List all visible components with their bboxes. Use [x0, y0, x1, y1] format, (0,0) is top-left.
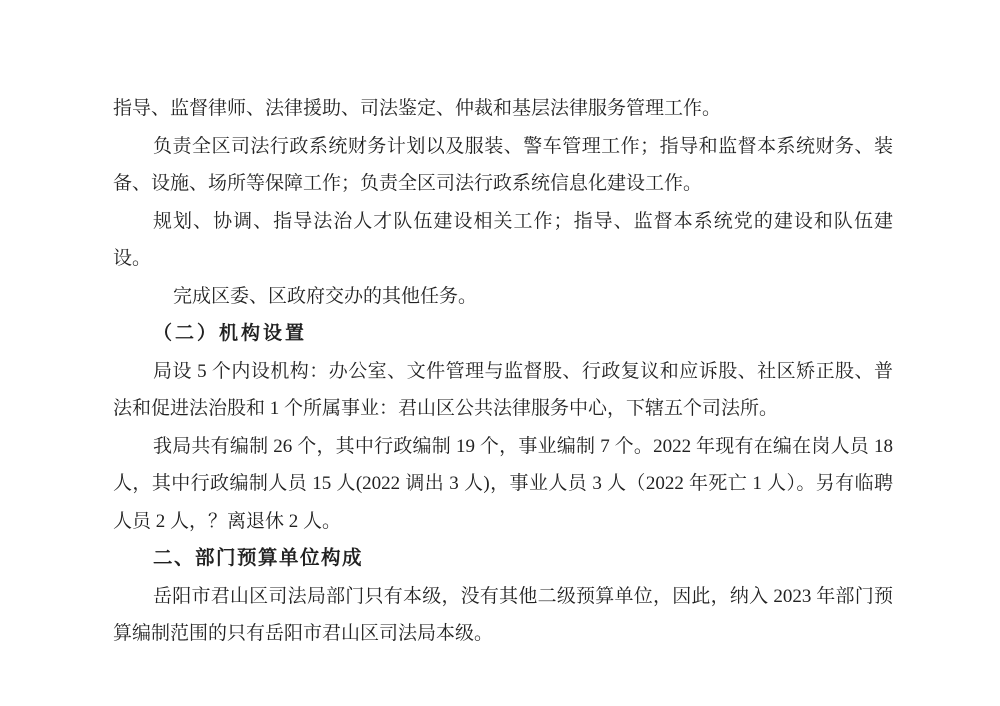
body-paragraph-continuation: 指导、监督律师、法律援助、司法鉴定、仲裁和基层法律服务管理工作。 — [113, 98, 722, 119]
body-paragraph-other-tasks: 完成区委、区政府交办的其他任务。 — [173, 285, 478, 307]
heading-budget-unit-composition: 二、部门预算单位构成 — [153, 547, 364, 569]
body-paragraph-internal-organs: 局设 5 个内设机构：办公室、文件管理与监督股、行政复议和应诉股、社区矫正股、普法和促进法治股和 1 个所属事业：君山区公共法律服务中心，下辖五个司法所。 — [113, 360, 893, 419]
body-paragraph-planning-duties: 规划、协调、指导法治人才队伍建设相关工作；指导、监督本系统党的建设和队伍建设。 — [113, 210, 893, 269]
body-paragraph-finance-duties: 负责全区司法行政系统财务计划以及服装、警车管理工作；指导和监督本系统财务、装备、设施、场所等保障工作；负责全区司法行政系统信息化建设工作。 — [113, 135, 893, 194]
heading-organization-setup: （二）机构设置 — [153, 323, 308, 344]
body-paragraph-budget-scope: 岳阳市君山区司法局部门只有本级，没有其他二级预算单位，因此，纳入 2023 年部门预算编制范围的只有岳阳市君山区司法局本级。 — [113, 585, 893, 644]
body-paragraph-staffing: 我局共有编制 26 个，其中行政编制 19 个，事业编制 7 个。2022 年现有在编在岗人员 18 人，其中行政编制人员 15 人(2022 调出 3 人)，事业人员 3 人（2022 年死亡 1 人）。另有临聘人员 2 人，？离退休 2 人。 — [113, 435, 893, 532]
